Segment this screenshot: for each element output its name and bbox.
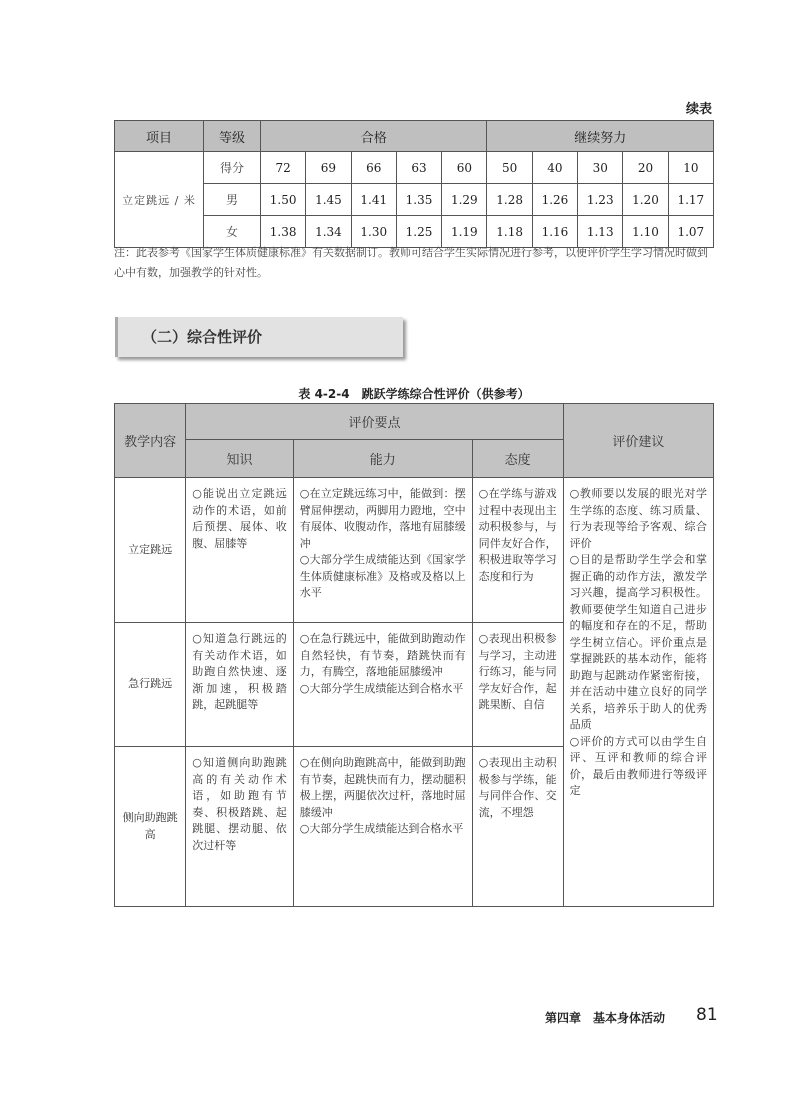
score-row [115,184,714,216]
score-cell: 66 [351,152,396,184]
score-cell: 69 [306,152,351,184]
ability-text: ○在立定跳远练习中，能做到：摆臂屈伸摆动，两脚用力蹬地，空中有展体、收腹动作，落地有屈膝缓冲 [299,487,466,550]
suggestion-text: ○评价的方式可以由学生自评、互评和教师的综合评价，最后由教师进行等级评定 [569,734,707,797]
suggestion-text: ○目的是帮助学生学会和掌握正确的动作方法，激发学习兴趣，提高学习积极性。教师要使学生知道自己进步的幅度和存在的不足，帮助学生树立信心。评价重点是掌握跳跃的基本动作，能将助跑与起跳动作紧密衔接，并在活动中建立良好的同学关系，培养乐于助人的优秀品质 [569,553,707,731]
header-pass: 合格 [261,121,487,152]
knowledge-text: ○能说出立定跳远动作的术语，如前后预摆、展体、收腹、屈膝等 [192,487,287,550]
score-cell: 1.18 [487,216,532,248]
ability-text: ○大部分学生成绩能达到《国家学生体质健康标准》及格或及格以上水平 [299,553,466,599]
item-name: 立定跳远 / 米 [115,152,204,248]
eval-row [115,478,714,623]
score-cell: 40 [532,152,577,184]
header-points: 评价要点 [186,404,563,440]
score-table-header [115,121,714,152]
score-row [115,152,714,184]
table-caption: 表 4-2-4 跳跃学练综合性评价（供参考） [298,387,530,401]
attitude-cell [472,478,563,623]
score-cell: 1.30 [351,216,396,248]
teaching-content: 急行跳远 [115,623,186,747]
ability-text: ○在侧向助跑跳高中，能做到助跑有节奏，起跳快而有力，摆动腿积极上摆，两腿依次过杆，落地时屈膝缓冲 [299,756,466,819]
suggestion-cell [563,478,713,907]
knowledge-cell [186,747,294,907]
attitude-text: ○表现出积极参与学习，主动进行练习，能与同学友好合作，起跳果断、自信 [478,632,557,711]
knowledge-cell [186,478,294,623]
header-level: 等级 [204,121,261,152]
header-attitude: 态度 [472,440,563,478]
score-cell: 50 [487,152,532,184]
header-ability: 能力 [293,440,472,478]
knowledge-cell [186,623,294,747]
score-cell: 1.20 [623,184,668,216]
knowledge-text: ○知道侧向助跑跳高的有关动作术语，如助跑有节奏、积极踏跳、起跳腿、摆动腿、依次过杆等 [192,756,287,852]
score-table [114,120,714,248]
score-cell: 1.23 [578,184,623,216]
score-cell: 63 [396,152,441,184]
score-cell: 1.26 [532,184,577,216]
score-cell: 20 [623,152,668,184]
suggestion-text: ○教师要以发展的眼光对学生学练的态度、练习质量、行为表现等给予客观、综合评价 [569,487,707,550]
knowledge-text: ○知道急行跳远的有关动作术语，如助跑自然快速、逐渐加速，积极踏跳，起跳腿等 [192,632,287,711]
score-cell: 1.45 [306,184,351,216]
row-label: 女 [204,216,261,248]
continuation-label: 续表 [685,102,712,117]
score-cell: 1.50 [261,184,306,216]
score-cell: 1.25 [396,216,441,248]
header-suggestion: 评价建议 [563,404,713,478]
score-cell: 1.41 [351,184,396,216]
teaching-content: 立定跳远 [115,478,186,623]
score-cell: 1.29 [442,184,487,216]
score-cell: 60 [442,152,487,184]
score-cell: 1.28 [487,184,532,216]
ability-text: ○大部分学生成绩能达到合格水平 [299,822,464,835]
score-cell: 1.17 [668,184,713,216]
score-cell: 1.07 [668,216,713,248]
page-number: 81 [696,1005,718,1025]
row-label: 男 [204,184,261,216]
score-cell: 1.13 [578,216,623,248]
score-cell: 72 [261,152,306,184]
attitude-text: ○在学练与游戏过程中表现出主动积极参与，与同伴友好合作，积极进取等学习态度和行为 [478,487,557,583]
score-cell: 1.10 [623,216,668,248]
score-cell: 1.34 [306,216,351,248]
section-title: （二）综合性评价 [142,328,263,346]
score-cell: 10 [668,152,713,184]
attitude-cell [472,623,563,747]
header-knowledge: 知识 [186,440,294,478]
score-cell: 1.19 [442,216,487,248]
eval-header-row-1 [115,404,714,440]
table-note: 注：此表参考《国家学生体质健康标准》有关数据制订。教师可结合学生实际情况进行参考，以便评价学生学习情况时做到心中有数，加强教学的针对性。 [114,246,708,279]
header-content: 教学内容 [115,404,186,478]
attitude-cell [472,747,563,907]
ability-cell [293,747,472,907]
teaching-content: 侧向助跑跳高 [115,747,186,907]
evaluation-table [114,403,714,907]
header-effort: 继续努力 [487,121,714,152]
attitude-text: ○表现出主动积极参与学练，能与同伴合作、交流，不埋怨 [478,756,557,819]
score-cell: 1.16 [532,216,577,248]
ability-text: ○大部分学生成绩能达到合格水平 [299,681,464,695]
header-item: 项目 [115,121,204,152]
ability-text: ○在急行跳远中，能做到助跑动作自然轻快，有节奏，踏跳快而有力，有腾空，落地能屈膝缓冲 [299,632,466,678]
row-label: 得分 [204,152,261,184]
section-heading-box [115,317,403,357]
footer-chapter: 第四章 基本身体活动 [545,1011,666,1025]
score-cell: 1.38 [261,216,306,248]
ability-cell [293,478,472,623]
score-cell: 30 [578,152,623,184]
ability-cell [293,623,472,747]
score-cell: 1.35 [396,184,441,216]
